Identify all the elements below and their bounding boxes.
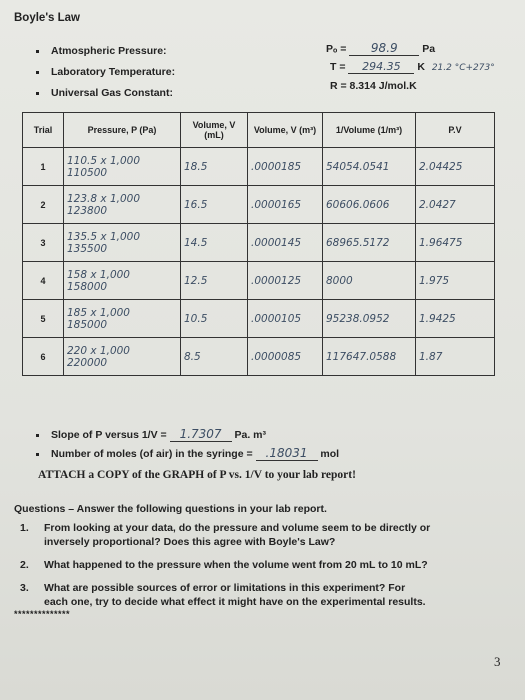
- atmospheric-pressure-field: Pₒ = 98.9 Pa: [326, 41, 436, 55]
- question-number: 1.: [20, 522, 29, 534]
- trial-number: 1: [23, 148, 64, 186]
- header-inverse-volume: 1/Volume (1/m³): [323, 113, 416, 148]
- trial-number: 6: [23, 338, 64, 376]
- table-row: [23, 300, 495, 338]
- pressure-cell: 123.8 x 1,000 123800: [64, 186, 181, 224]
- bullet-gas-constant: Universal Gas Constant:: [36, 87, 173, 99]
- inverse-volume-cell: 95238.0952: [323, 300, 416, 338]
- volume-m3-cell: .0000185: [248, 148, 323, 186]
- pv-cell: 2.0427: [416, 186, 495, 224]
- pv-cell: 1.87: [416, 338, 495, 376]
- volume-m3-cell: .0000125: [248, 262, 323, 300]
- slope-line: Slope of P versus 1/V = 1.7307 Pa. m³: [36, 427, 266, 442]
- header-pv: P.V: [416, 113, 495, 148]
- header-volume-m3: Volume, V (m³): [248, 113, 323, 148]
- page-title: Boyle's Law: [14, 12, 81, 24]
- question-3-line-2: each one, try to decide what effect it might have on the experimental results.: [44, 596, 426, 608]
- page-number: 3: [494, 654, 501, 669]
- table-row: [23, 148, 495, 186]
- trial-number: 4: [23, 262, 64, 300]
- gas-constant-value: R = 8.314 J/mol.K: [330, 80, 417, 92]
- inverse-volume-cell: 60606.0606: [323, 186, 416, 224]
- header-pressure: Pressure, P (Pa): [64, 113, 181, 148]
- data-table: [22, 112, 495, 376]
- trial-number: 5: [23, 300, 64, 338]
- bullet-atmospheric-pressure: Atmospheric Pressure:: [36, 45, 167, 57]
- trial-number: 2: [23, 186, 64, 224]
- question-number: 3.: [20, 582, 29, 594]
- volume-ml-cell: 8.5: [181, 338, 248, 376]
- question-number: 2.: [20, 559, 29, 571]
- moles-line: Number of moles (of air) in the syringe = .18031 mol: [36, 446, 339, 461]
- table-row: [23, 262, 495, 300]
- pv-cell: 2.04425: [416, 148, 495, 186]
- volume-m3-cell: .0000165: [248, 186, 323, 224]
- questions-intro: Questions – Answer the following questions in your lab report.: [14, 503, 327, 515]
- volume-m3-cell: .0000145: [248, 224, 323, 262]
- pv-cell: 1.96475: [416, 224, 495, 262]
- volume-ml-cell: 14.5: [181, 224, 248, 262]
- pressure-cell: 158 x 1,000 158000: [64, 262, 181, 300]
- header-trial: Trial: [23, 113, 64, 148]
- pv-cell: 1.975: [416, 262, 495, 300]
- bullet-dot: [36, 434, 39, 437]
- volume-m3-cell: .0000105: [248, 300, 323, 338]
- pressure-cell: 185 x 1,000 185000: [64, 300, 181, 338]
- volume-ml-cell: 16.5: [181, 186, 248, 224]
- bullet-lab-temperature: Laboratory Temperature:: [36, 66, 175, 78]
- pressure-cell: 220 x 1,000 220000: [64, 338, 181, 376]
- table-header-row: [23, 113, 495, 148]
- question-3-line-1: What are possible sources of error or limitations in this experiment? For: [44, 582, 406, 594]
- table-row: [23, 224, 495, 262]
- temperature-note: 21.2 °C+273°: [431, 63, 495, 73]
- header-volume-ml: Volume, V (mL): [181, 113, 248, 148]
- table-row: [23, 338, 495, 376]
- inverse-volume-cell: 8000: [323, 262, 416, 300]
- pressure-value: 98.9: [349, 41, 419, 56]
- table-row: [23, 186, 495, 224]
- temperature-field: T = 294.35 K 21.2 °C+273°: [330, 60, 495, 73]
- bullet-dot: [36, 71, 39, 74]
- volume-ml-cell: 18.5: [181, 148, 248, 186]
- bullet-dot: [36, 50, 39, 53]
- trial-number: 3: [23, 224, 64, 262]
- attach-graph-instruction: ATTACH a COPY of the GRAPH of P vs. 1/V to your lab report!: [38, 469, 356, 481]
- inverse-volume-cell: 68965.5172: [323, 224, 416, 262]
- pressure-cell: 135.5 x 1,000 135500: [64, 224, 181, 262]
- question-2-line-1: What happened to the pressure when the volume went from 20 mL to 10 mL?: [44, 559, 428, 571]
- question-1-line-2: inversely proportional? Does this agree with Boyle's Law?: [44, 536, 336, 548]
- inverse-volume-cell: 117647.0588: [323, 338, 416, 376]
- temperature-value: 294.35: [348, 60, 414, 74]
- moles-value: .18031: [256, 446, 318, 461]
- pressure-cell: 110.5 x 1,000 110500: [64, 148, 181, 186]
- question-1-line-1: From looking at your data, do the pressure and volume seem to be directly or: [44, 522, 431, 534]
- asterisk-divider: **************: [14, 609, 71, 619]
- volume-m3-cell: .0000085: [248, 338, 323, 376]
- slope-value: 1.7307: [170, 427, 232, 442]
- bullet-dot: [36, 453, 39, 456]
- volume-ml-cell: 12.5: [181, 262, 248, 300]
- bullet-dot: [36, 92, 39, 95]
- pv-cell: 1.9425: [416, 300, 495, 338]
- volume-ml-cell: 10.5: [181, 300, 248, 338]
- inverse-volume-cell: 54054.0541: [323, 148, 416, 186]
